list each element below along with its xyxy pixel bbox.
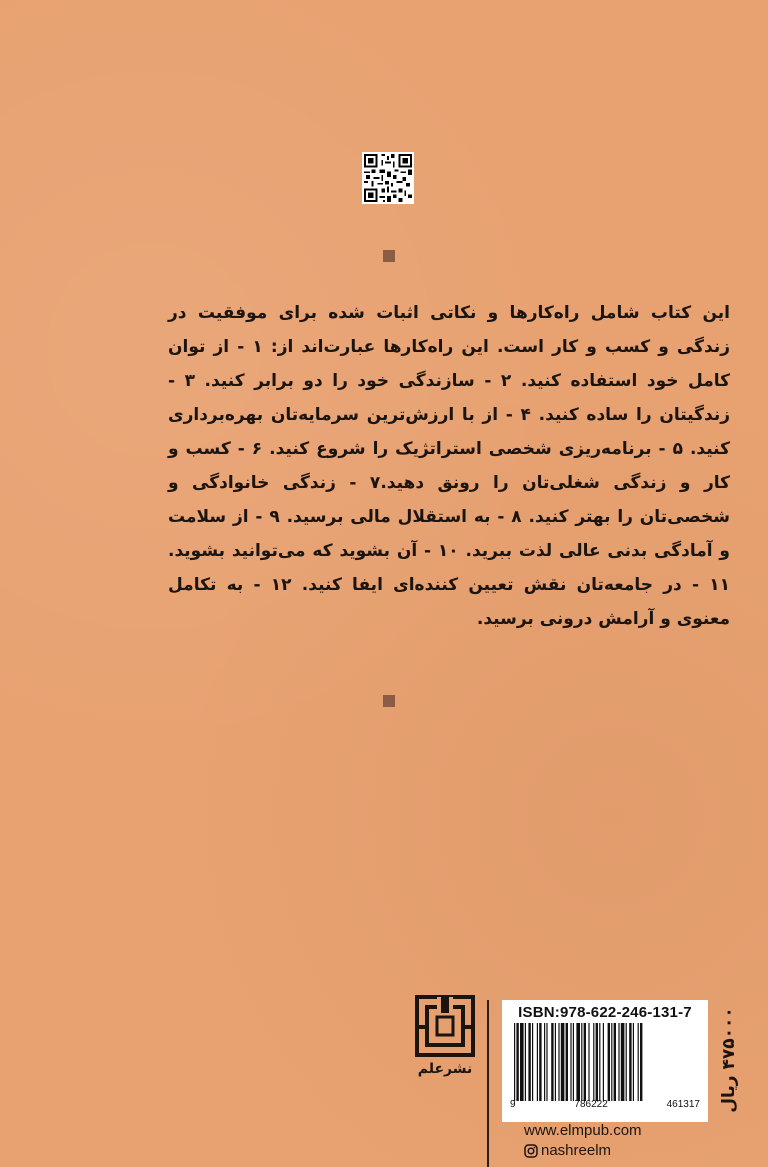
publisher-logo bbox=[415, 995, 475, 1085]
barcode-digits bbox=[510, 1099, 700, 1110]
barcode-icon bbox=[510, 1023, 700, 1101]
price-label: ۴۷۵۰۰۰ ریال bbox=[719, 1007, 739, 1113]
section-bullet-top bbox=[383, 250, 395, 262]
barcode-digit-group: 786222 bbox=[574, 1099, 608, 1110]
instagram-label: nashreelm bbox=[541, 1142, 612, 1159]
section-bullet-bottom bbox=[383, 695, 395, 707]
qr-code-icon bbox=[362, 152, 414, 204]
barcode-digit-group: 9 bbox=[510, 1099, 516, 1110]
publisher-logo-icon bbox=[415, 995, 475, 1057]
description-paragraph: این کتاب شامل راه‌کارها و نکاتی اثبات شده برای موفقیت در زندگی و کسب و کار است. این راه‌کارها عبارت‌اند از: ۱ - از توان کامل خود استفاده کنید. ۲ - سازندگی خود را دو برابر کنید. ۳ - زندگیتان را ساده کنید. ۴ - از با ارزش‌ترین سرمایه‌تان بهره‌برداری کنید. ۵ - برنامه‌ریزی شخصی استراتژیک را شروع کنید. ۶ - کسب و کار و زندگی شغلی‌تان را رونق دهید.۷ - زندگی خانوادگی و شخصی‌تان را بهتر کنید. ۸ - به استقلال مالی برسید. ۹ - از سلامت و آمادگی بدنی عالی لذت ببرید. ۱۰ - آن بشوید که می‌توانید بشوید. ۱۱ - در جامعه‌تان نقش تعیین کننده‌ای ایفا کنید. ۱۲ - به تکامل معنوی و آرامش درونی برسید. bbox=[168, 303, 731, 629]
instagram-icon bbox=[524, 1144, 538, 1158]
publisher-name: نشرعلم bbox=[417, 1061, 473, 1077]
barcode-panel bbox=[502, 1000, 708, 1122]
vertical-divider bbox=[487, 1000, 489, 1167]
book-description bbox=[168, 296, 730, 636]
isbn-label: ISBN:978-622-246-131-7 bbox=[518, 1004, 692, 1021]
website-link[interactable]: www.elmpub.com bbox=[524, 1122, 642, 1139]
barcode-digit-group: 461317 bbox=[666, 1099, 700, 1110]
instagram-handle[interactable] bbox=[524, 1142, 611, 1159]
